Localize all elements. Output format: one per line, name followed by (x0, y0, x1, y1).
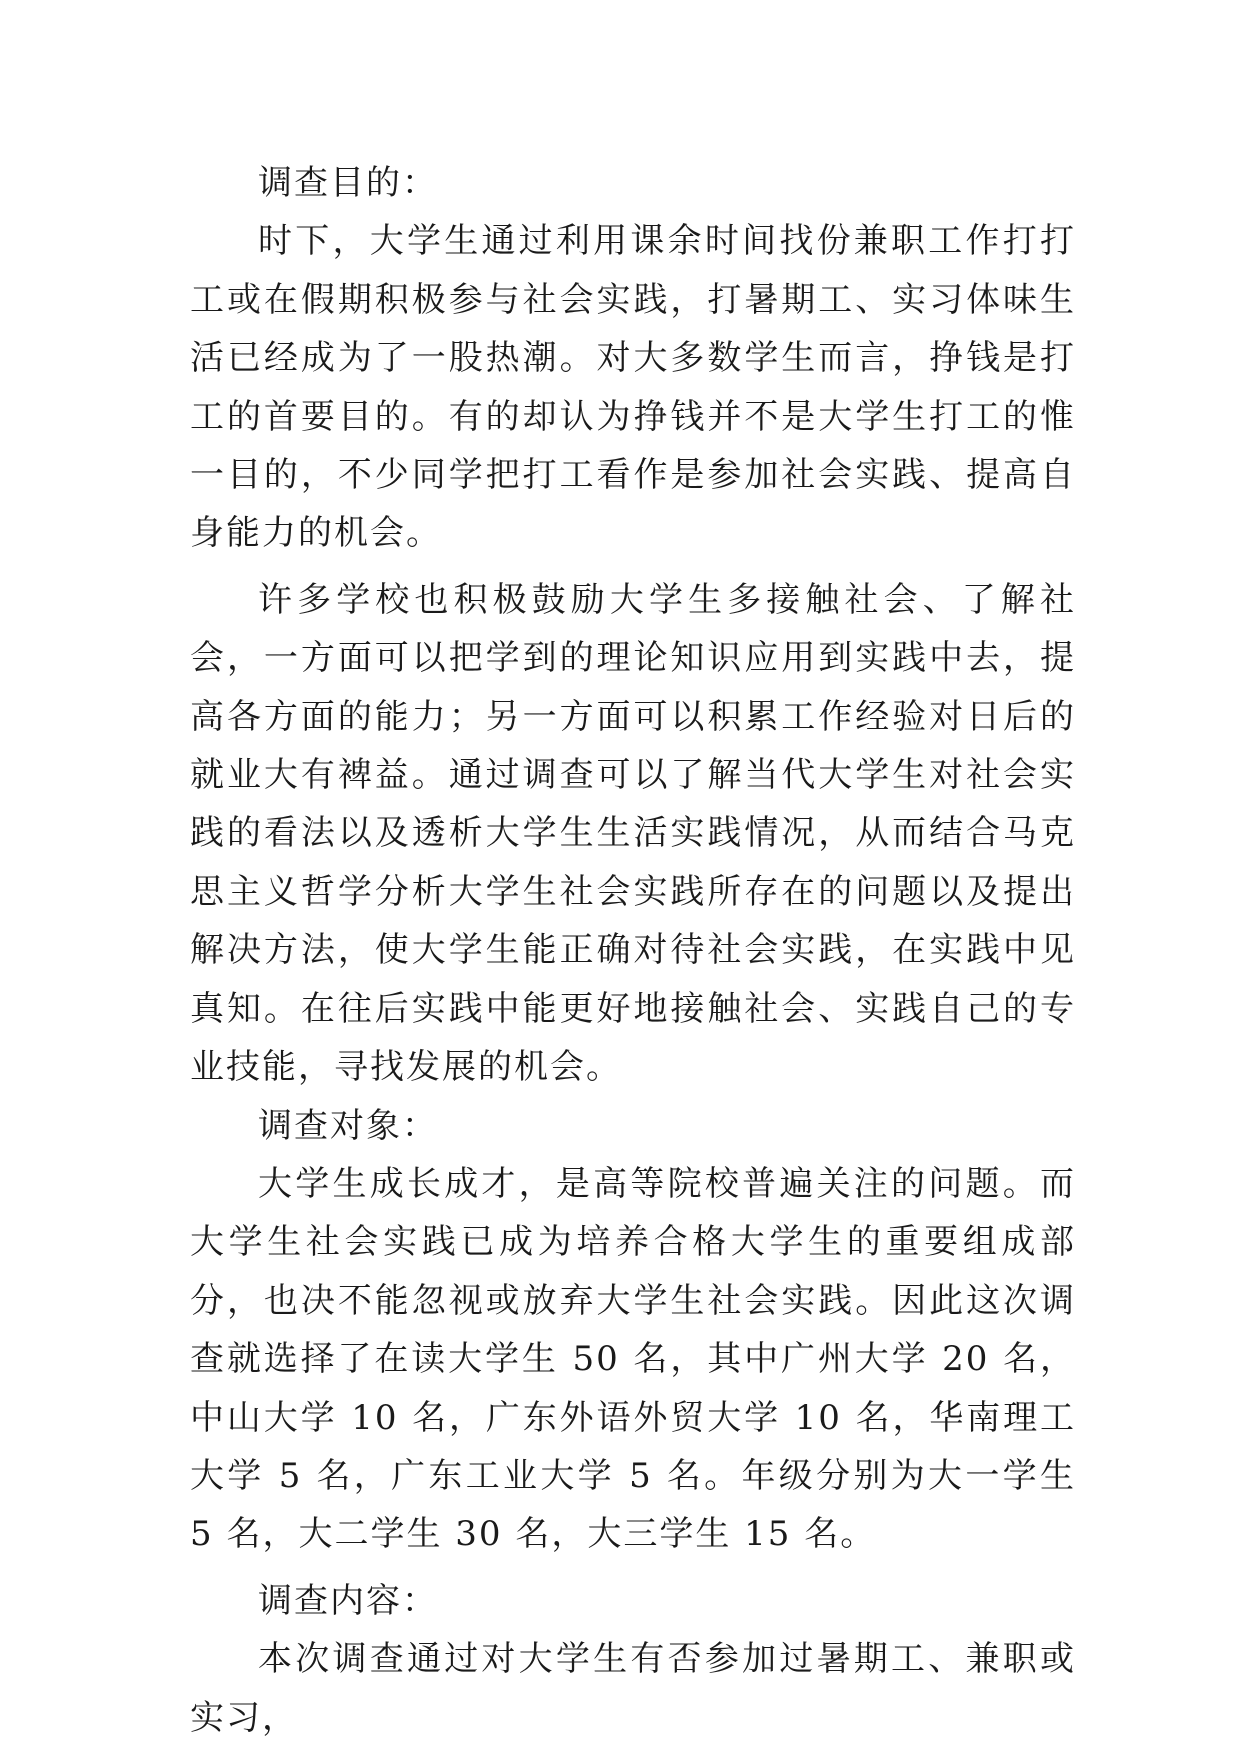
paragraph-subjects-1: 大学生成长成才，是高等院校普遍关注的问题。而大学生社会实践已成为培养合格大学生的重要组成部分，也决不能忽视或放弃大学生社会实践。因此这次调查就选择了在读大学生 50 名，其中广州大学 20 名，中山大学 10 名，广东外语外贸大学 10 名，华南理工大学 5 名，广东工业大学 5 名。年级分别为大一学生 5 名，大二学生 30 名，大三学生 15 名。 (190, 1163, 1076, 1555)
document-body (190, 154, 1076, 1747)
section-heading-subjects: 调查对象： (258, 1105, 438, 1146)
paragraph-purpose-1: 时下，大学生通过利用课余时间找份兼职工作打打工或在假期积极参与社会实践，打暑期工、实习体味生活已经成为了一股热潮。对大多数学生而言，挣钱是打工的首要目的。有的却认为挣钱并不是大学生打工的惟一目的，不少同学把打工看作是参加社会实践、提高自身能力的机会。 (190, 221, 1076, 554)
section-heading-content: 调查内容： (258, 1580, 438, 1621)
section-heading-purpose: 调查目的： (258, 163, 438, 203)
paragraph-content-1: 本次调查通过对大学生有否参加过暑期工、兼职或实习， (190, 1639, 1076, 1738)
paragraph-purpose-2: 许多学校也积极鼓励大学生多接触社会、了解社会，一方面可以把学到的理论知识应用到实践中去，提高各方面的能力；另一方面可以积累工作经验对日后的就业大有裨益。通过调查可以了解当代大学生对社会实践的看法以及透析大学生生活实践情况，从而结合马克思主义哲学分析大学生社会实践所存在的问题以及提出解决方法，使大学生能正确对待社会实践，在实践中见真知。在往后实践中能更好地接触社会、实践自己的专业技能，寻找发展的机会。 (190, 579, 1076, 1088)
paragraph-gap (190, 1564, 1076, 1572)
paragraph-gap (190, 563, 1076, 571)
